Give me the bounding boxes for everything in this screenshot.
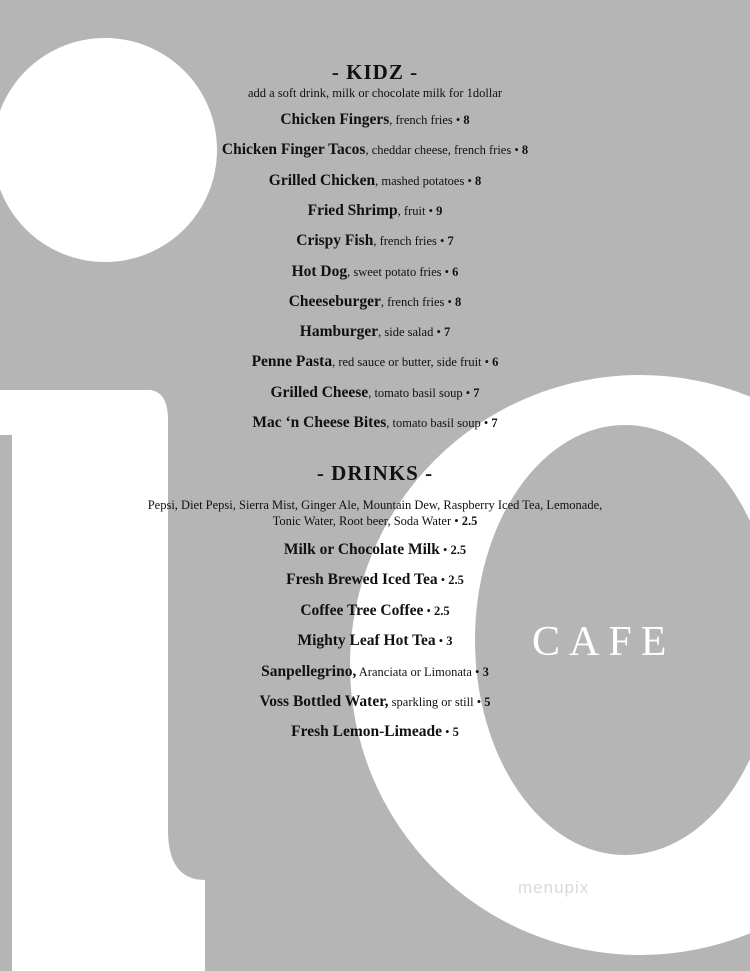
menu-item-name: Chicken Finger Tacos xyxy=(221,141,366,159)
menu-item: Crispy Fish, french fries • 7 xyxy=(296,232,454,250)
menu-item-price: 6 xyxy=(452,264,459,279)
menu-item-description: , french fries xyxy=(380,294,445,309)
drinks-section-title: - DRINKS - xyxy=(316,461,434,485)
menu-item-name: Chicken Fingers xyxy=(280,111,390,128)
menu-item-name: Voss Bottled Water, xyxy=(259,693,389,710)
kidz-note: add a soft drink, milk or chocolate milk for 1dollar xyxy=(247,86,503,100)
menu-item-name: Grilled Cheese xyxy=(270,383,369,401)
menu-item-name: Milk or Chocolate Milk xyxy=(283,541,440,558)
menu-item-price: 8 xyxy=(474,173,482,188)
menu-item-name: Mac ‘n Cheese Bites xyxy=(252,414,387,431)
menu-item: Fresh Brewed Iced Tea • 2.5 xyxy=(286,571,464,589)
menu-item: Milk or Chocolate Milk • 2.5 xyxy=(283,541,467,558)
menu-item-name: Mighty Leaf Hot Tea xyxy=(297,632,436,650)
menu-item: Fried Shrimp, fruit • 9 xyxy=(307,201,443,219)
menu-item: Sanpellegrino, Aranciata or Limonata • 3 xyxy=(261,662,489,680)
menu-item-description: , tomato basil soup xyxy=(368,385,463,400)
soda-list: Pepsi, Diet Pepsi, Sierra Mist, Ginger Ale, Mountain Dew, Raspberry Iced Tea, Lemonade, Tonic Water, Root beer, Soda Water • 2.5 xyxy=(147,498,603,528)
menu-item: Coffee Tree Coffee • 2.5 xyxy=(300,601,450,619)
menu-item-name: Grilled Chicken xyxy=(268,171,376,189)
soda-list-line1: Pepsi, Diet Pepsi, Sierra Mist, Ginger Ale, Mountain Dew, Raspberry Iced Tea, Lemonade, xyxy=(147,498,603,512)
menu-item-price: 5 xyxy=(452,725,459,740)
menu-item-price: 8 xyxy=(463,113,470,127)
menu-item-price: 6 xyxy=(492,355,499,370)
cafe-logo-text: CAFE xyxy=(532,619,676,665)
menu-item: Fresh Lemon-Limeade • 5 xyxy=(291,723,459,741)
menu-item-description: sparkling or still xyxy=(388,695,474,709)
menu-item-name: Hamburger xyxy=(299,323,379,341)
menu-item-name: Crispy Fish xyxy=(296,232,374,250)
menu-item-price: 3 xyxy=(482,664,489,679)
menu-item-description: , fruit xyxy=(397,203,426,218)
menu-item-description: , side salad xyxy=(378,325,434,340)
menu-item-description: , mashed potatoes xyxy=(375,173,465,188)
menu-item: Hamburger, side salad • 7 xyxy=(299,323,451,341)
soda-list-line2: Tonic Water, Root beer, Soda Water xyxy=(272,514,452,528)
menu-item-price: 5 xyxy=(484,695,491,709)
menu-item-price: 8 xyxy=(521,143,529,158)
menu-item: Grilled Cheese, tomato basil soup • 7 xyxy=(270,383,480,401)
menu-item: Chicken Finger Tacos, cheddar cheese, french fries • 8 xyxy=(221,141,529,159)
menu-item: Voss Bottled Water, sparkling or still • 5 xyxy=(259,693,491,710)
menu-item-price: 2.5 xyxy=(434,603,450,618)
menu-item-price: 7 xyxy=(447,234,454,249)
menu-item-price: 3 xyxy=(446,634,453,649)
menu-item-name: Fried Shrimp xyxy=(307,201,398,219)
menu-item: Cheeseburger, french fries • 8 xyxy=(288,292,462,310)
menu-item-description: , french fries xyxy=(373,234,437,249)
menu-item-name: Cheeseburger xyxy=(288,292,381,310)
menupix-watermark: menupix xyxy=(518,878,590,897)
menu-item-name: Hot Dog xyxy=(291,262,348,280)
soda-price: 2.5 xyxy=(461,514,478,528)
menu-item-name: Fresh Brewed Iced Tea xyxy=(286,571,438,589)
menu-item-name: Coffee Tree Coffee xyxy=(300,601,424,619)
menu-item-price: 7 xyxy=(491,416,498,430)
kidz-section-title: - KIDZ - xyxy=(331,60,419,84)
menu-item-description: , french fries xyxy=(389,113,453,127)
menu-item-price: 7 xyxy=(443,325,451,340)
menu-item: Mac ‘n Cheese Bites, tomato basil soup • 7 xyxy=(252,414,498,431)
menu-item: Hot Dog, sweet potato fries • 6 xyxy=(291,262,459,280)
menu-item-description: , cheddar cheese, french fries xyxy=(365,143,512,158)
menu-item-price: 8 xyxy=(455,294,462,309)
menu-item-description: Aranciata or Limonata xyxy=(356,664,472,679)
menu-item-name: Sanpellegrino, xyxy=(261,662,357,680)
menu-item-name: Penne Pasta xyxy=(251,353,333,371)
menu-item-price: 2.5 xyxy=(450,543,467,557)
menu-item: Chicken Fingers, french fries • 8 xyxy=(280,111,470,128)
menu-item-description: , tomato basil soup xyxy=(386,416,481,430)
menu-item: Mighty Leaf Hot Tea • 3 xyxy=(297,632,453,650)
menu-item-price: 7 xyxy=(473,385,480,400)
menu-item-description: , red sauce or butter, side fruit xyxy=(332,355,482,370)
menu-item-name: Fresh Lemon-Limeade xyxy=(291,723,442,741)
menu-item-description: , sweet potato fries xyxy=(347,264,442,279)
menu-item: Grilled Chicken, mashed potatoes • 8 xyxy=(268,171,482,189)
menu-item-price: 2.5 xyxy=(448,573,464,588)
menu-item-price: 9 xyxy=(436,203,443,218)
menu-item: Penne Pasta, red sauce or butter, side fruit • 6 xyxy=(251,353,499,371)
